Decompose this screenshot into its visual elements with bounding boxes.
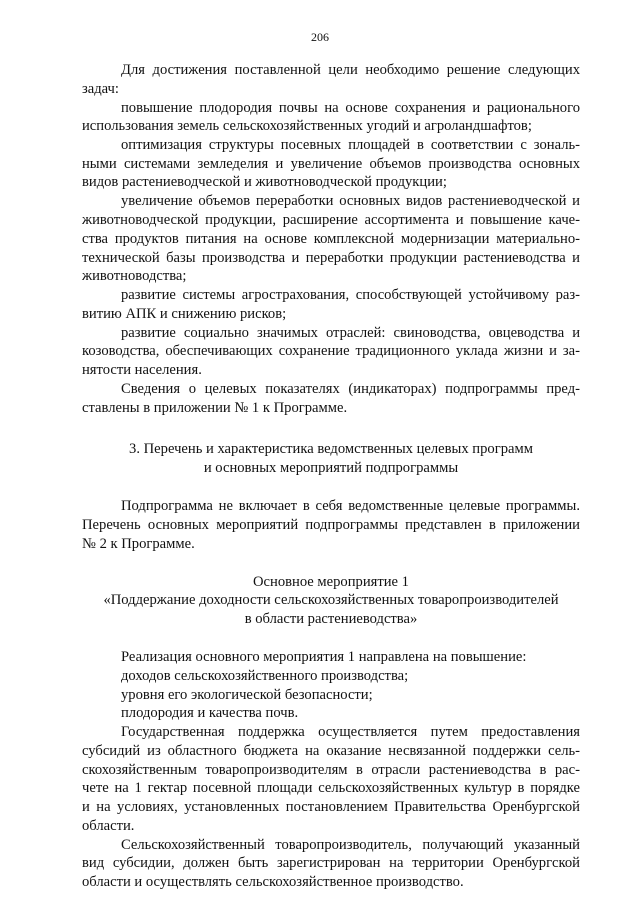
measure-heading: в области растениеводства» [244,611,418,627]
paragraph-line: чете на 1 гектар посевной площади сельскохозяйственных культур в порядке [82,780,580,796]
section-heading: 3. Перечень и характеристика ведомственных целевых программ [129,441,533,457]
paragraph-line: Сведения о целевых показателях (индикаторах) подпрограммы пред- [121,381,580,397]
paragraph-line: № 2 к Программе. [82,536,195,552]
paragraph-line: Государственная поддержка осуществляется путем предоставления [121,724,580,740]
paragraph-line: области и осуществлять сельскохозяйственное производство. [82,874,464,890]
paragraph-line: витию АПК и снижению рисков; [82,306,287,322]
paragraph-line: Реализация основного мероприятия 1 направлена на повышение: [121,649,527,665]
measure-heading: Основное мероприятие 1 [253,574,409,590]
paragraph-line: области. [82,818,135,834]
paragraph-line: козоводства, обеспечивающих сохранение традиционного уклада жизни и за- [82,343,580,359]
paragraph-line: задач: [82,81,119,97]
page-number: 206 [311,30,329,44]
paragraph-line: оптимизация структуры посевных площадей в соответствии с зональ- [121,137,580,153]
paragraph-line: и на условиях, установленных постановлением Правительства Оренбургской [82,799,580,815]
paragraph-line: видов растениеводческой и животноводческой продукции; [82,174,447,190]
paragraph-line: животноводческой продукции, расширение ассортимента и повышение каче- [82,212,580,228]
paragraph-line: технической базы производства и переработки продукции растениеводства и [82,250,580,266]
paragraph-line: Перечень основных мероприятий подпрограммы представлен в приложении [82,517,580,533]
paragraph-line: ными системами земледелия и увеличение объемов производства основных [82,156,580,172]
paragraph-line: Подпрограмма не включает в себя ведомственные целевые программы. [121,498,580,514]
paragraph-line: Для достижения поставленной цели необходимо решение следующих [121,62,580,78]
paragraph-line: нятости населения. [82,362,202,378]
paragraph-line: Сельскохозяйственный товаропроизводитель, получающий указанный [121,837,580,853]
paragraph-line: повышение плодородия почвы на основе сохранения и рационального [121,100,580,116]
list-item: плодородия и качества почв. [121,705,299,721]
paragraph-line: развитие социально значимых отраслей: свиноводства, овцеводства и [121,325,580,341]
paragraph-line: скохозяйственным товаропроизводителям в отрасли растениеводства в рас- [82,762,580,778]
paragraph-line: животноводства; [82,268,187,284]
paragraph-line: развитие системы агрострахования, способствующей устойчивому раз- [121,287,580,303]
paragraph-line: ства продуктов питания на основе комплексной модернизации материально- [82,231,580,247]
section-heading: и основных мероприятий подпрограммы [203,460,459,476]
paragraph-line: ставлены в приложении № 1 к Программе. [82,400,348,416]
paragraph-line: вид субсидии, должен быть зарегистрирован на территории Оренбургской [82,855,580,871]
paragraph-line: использования земель сельскохозяйственных угодий и агроландшафтов; [82,118,532,134]
paragraph-line: увеличение объемов переработки основных видов растениеводческой и [121,193,580,209]
measure-heading: «Поддержание доходности сельскохозяйственных товаропроизводителей [103,592,559,608]
list-item: уровня его экологической безопасности; [121,687,373,703]
list-item: доходов сельскохозяйственного производства; [121,668,409,684]
paragraph-line: субсидий из областного бюджета на оказание несвязанной поддержки сель- [82,743,580,759]
